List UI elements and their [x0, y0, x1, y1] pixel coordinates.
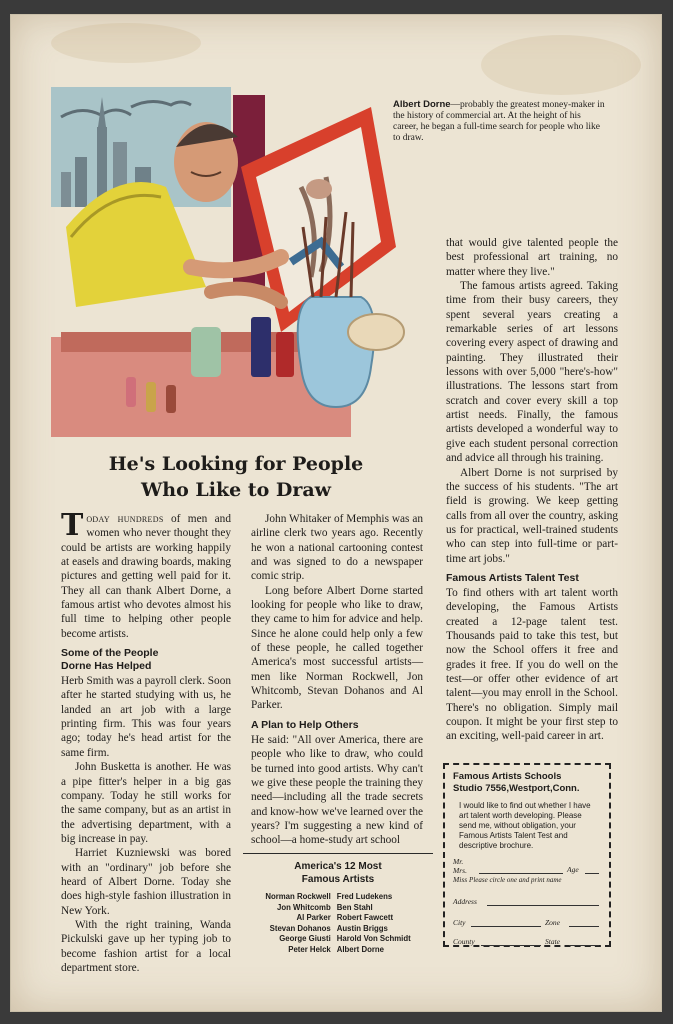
name-field-label: Mr. Mrs. Miss Please circle one and print name [453, 857, 562, 884]
caption-text: —probably the greatest money-maker in the history of commercial art. At the height of his career, he began a full-time search for people who like to draw. [393, 100, 605, 143]
county-input-line[interactable] [481, 945, 541, 946]
artist-name: Robert Fawcett [336, 913, 394, 922]
paragraph: He said: "All over America, there are people who like to draw, who could be turned into good artists. Why can't we give these people the training they need—including all the trade secrets and know-how we've learned over the years? I'm suggesting a new kind of school—a home-study art school [251, 733, 423, 847]
artists-table [262, 892, 413, 955]
artist-name: Fred Ludekens [336, 892, 393, 901]
subheading: Famous Artists Talent Test [446, 571, 579, 584]
paper-stain [481, 35, 641, 95]
state-label: State [545, 937, 560, 946]
address-label: Address [453, 897, 477, 906]
headline-line-1: He's Looking for People [108, 453, 364, 475]
article-column-1 [61, 508, 231, 975]
artist-name: Ben Stahl [336, 902, 373, 912]
illustration-caption [393, 99, 608, 144]
artist-name: Norman Rockwell [265, 892, 331, 901]
city-input-line[interactable] [471, 926, 541, 927]
artist-name: George Giusti [279, 934, 331, 943]
artist-name: Harold Von Schmidt [336, 934, 411, 943]
paper-stain [51, 23, 201, 63]
state-input-line[interactable] [569, 945, 599, 946]
paragraph: The famous artists agreed. Taking time from their busy careers, they spent several years creating a remarkable series of art lessons covering every aspect of drawing and painting. They illustrated their lessons with over 5,000 "here's-how" illustrations. The lessons start from scratch and cover every skill a top artist needs. Finally, the famous artists developed a wonderful way to give each student personal correction and advice all through his training. [446, 280, 618, 465]
paragraph: Albert Dorne is not surprised by the success of his students. "The art field is growing. We keep getting calls from all over the country, asking us for practical, well-trained students who can step into full-time or part-time art jobs." [446, 466, 618, 565]
address-input-line[interactable] [487, 905, 599, 906]
paragraph: John Busketta is another. He was a pipe fitter's helper in a big gas company. Today he still works for the same company, but as an artist in the advertising department, with a big increase in pay. [61, 761, 231, 845]
county-label: County [453, 937, 475, 946]
coupon-body: I would like to find out whether I have art talent worth developing. Please send me, without obligation, your Famous Artists Talent Test and descriptive brochure. [459, 801, 591, 850]
caption-name: Albert Dorne [393, 99, 451, 110]
lead-in: oday hundreds [86, 513, 164, 525]
paragraph: that would give talented people the best professional art training, no matter where they live." [446, 237, 618, 278]
artist-row [262, 924, 413, 935]
paragraph: John Whitaker of Memphis was an airline clerk two years ago. Recently he won a national cartooning contest and was signed to do a newspaper comic strip. [251, 513, 423, 583]
paragraph: To find others with art talent worth developing, the Famous Artists created a 12-page talent test. Thousands paid to take this test, but now the School offers it free and grades it free. If you do well on the test—or offer other evidence of art talent—you may enroll in the School. There's no obligation. Simply mail coupon. It might be your first step to an exciting, well-paid career in art. [446, 586, 618, 743]
artist-row [262, 892, 413, 903]
artist-row [262, 913, 413, 924]
subheading: A Plan to Help Others [251, 718, 359, 731]
artist-name: Austin Briggs [336, 923, 388, 933]
coupon-heading: Famous Artists Schools Studio 7556,Westport,Conn. [453, 771, 580, 794]
headline-line-2: Who Like to Draw [140, 479, 332, 501]
paragraph: Harriet Kuzniewski was bored with an "ordinary" job before she heard of Albert Dorne. Today she does high-style fashion illustration in New York. [61, 847, 231, 917]
artist-row [262, 934, 413, 945]
artist-name: Stevan Dohanos [269, 923, 331, 933]
circle-note: Please circle one and print name [469, 876, 562, 884]
artist-name: Peter Helck [288, 944, 331, 954]
headline [71, 451, 401, 503]
paragraph: of men and women who never thought they could be artists are working happily at easels and drawing boards, making pictures and getting well paid for it. They all can thank Albert Dorne, a famous artist who devotes almost his full time to helping other people become artists. [61, 513, 231, 640]
artist-row [262, 903, 413, 914]
paragraph: Herb Smith was a payroll clerk. Soon after he started studying with us, he landed an art job with a large printing firm. This was four years ago; today he's head artist for the same firm. [61, 675, 231, 759]
subheading: Some of the People Dorne Has Helped [61, 647, 159, 673]
artist-name: Albert Dorne [336, 944, 384, 954]
mail-coupon[interactable] [443, 763, 611, 947]
artist-row [262, 945, 413, 956]
age-label: Age [567, 865, 579, 874]
age-input-line[interactable] [585, 873, 599, 874]
famous-artists-list [243, 853, 433, 955]
name-input-line[interactable] [479, 873, 563, 874]
drop-cap: T [61, 508, 84, 543]
city-label: City [453, 918, 466, 927]
magazine-page [10, 14, 662, 1012]
albert-dorne-illustration [51, 77, 411, 437]
article-column-3 [446, 236, 618, 744]
paragraph: Long before Albert Dorne started looking for people who like to draw, they came to him for advice and help. Since he alone could help only a few of these people, he called together America's most successful artists—men like Norman Rockwell, Jon Whitcomb, Stevan Dohanos and Al Parker. [251, 584, 423, 712]
artist-name: Al Parker [296, 913, 331, 922]
paragraph: With the right training, Wanda Pickulski gave up her typing job to become fashion artist for a local department store. [61, 918, 231, 974]
artist-name: Jon Whitcomb [277, 902, 331, 912]
artists-title: America's 12 Most Famous Artists [294, 861, 382, 885]
article-column-2 [251, 512, 423, 848]
zone-input-line[interactable] [569, 926, 599, 927]
zone-label: Zone [545, 918, 560, 927]
